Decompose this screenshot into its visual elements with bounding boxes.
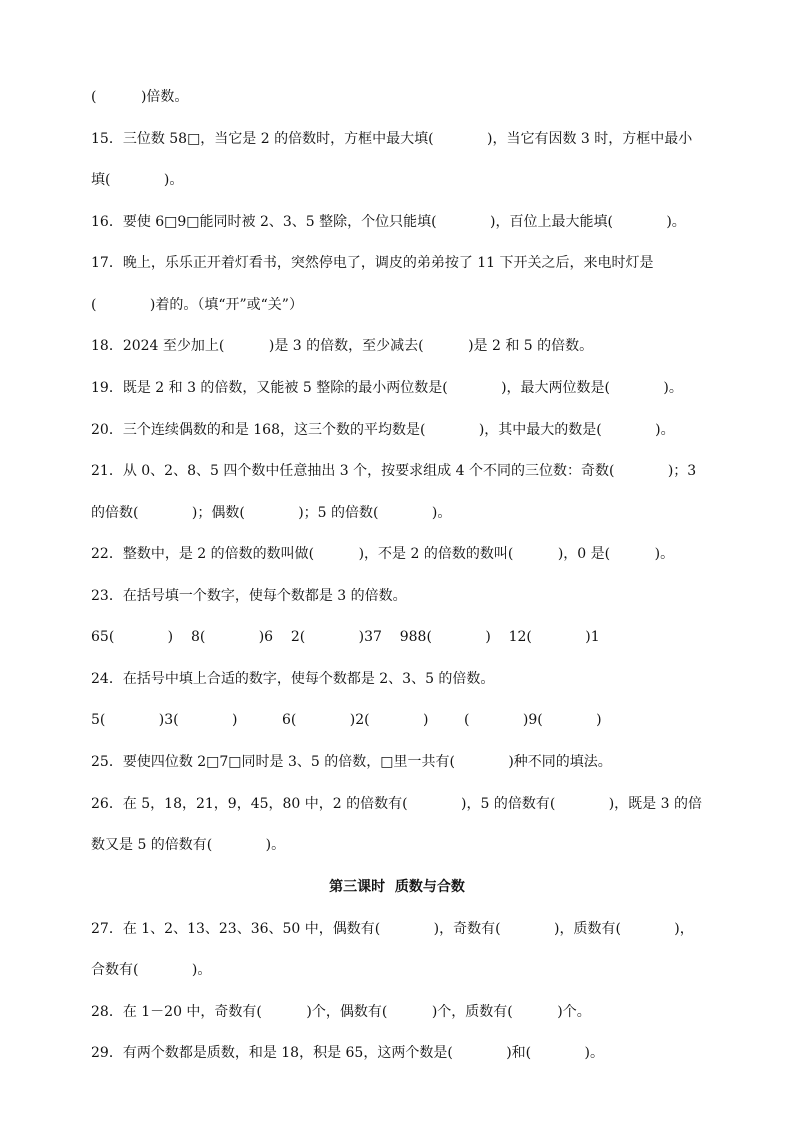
question-24: 24．在括号中填上合适的数字，使每个数都是 2、3、5 的倍数。 [91, 671, 495, 687]
question-28: 28．在 1－20 中，奇数有( )个，偶数有( )个，质数有( )个。 [91, 1004, 591, 1020]
question-18: 18．2024 至少加上( )是 3 的倍数，至少减去( )是 2 和 5 的倍数。 [91, 338, 594, 354]
question-27: 27．在 1、2、13、23、36、50 中，偶数有( )，奇数有( )，质数有( )， [91, 921, 694, 937]
section-heading: 第三课时 质数与合数 [329, 879, 465, 895]
question-22: 22．整数中，是 2 的倍数的数叫做( )，不是 2 的倍数的数叫( )，0 是( )。 [91, 546, 675, 562]
question-26-continuation: 数又是 5 的倍数有( )。 [91, 837, 286, 853]
question-24-answers: 5( )3( ) 6( )2( ) ( )9( ) [91, 712, 602, 728]
question-15-continuation: 填( )。 [91, 172, 184, 188]
question-14-continuation: ( )倍数。 [91, 89, 189, 105]
question-21: 21．从 0、2、8、5 四个数中任意抽出 3 个，按要求组成 4 个不同的三位数：奇数( )；3 [91, 463, 697, 479]
question-25: 25．要使四位数 2□7□同时是 3、5 的倍数，□里一共有( )种不同的填法。 [91, 754, 612, 770]
question-23-answers: 65( ) 8( )6 2( )37 988( ) 12( )1 [91, 629, 600, 645]
question-21-continuation: 的倍数( )；偶数( )；5 的倍数( )。 [91, 505, 452, 521]
question-19: 19．既是 2 和 3 的倍数，又能被 5 整除的最小两位数是( )，最大两位数是( )。 [91, 380, 683, 396]
question-27-continuation: 合数有( )。 [91, 962, 212, 978]
question-17: 17．晚上，乐乐正开着灯看书，突然停电了，调皮的弟弟按了 11 下开关之后，来电时灯是 [91, 255, 654, 271]
question-23: 23．在括号填一个数字，使每个数都是 3 的倍数。 [91, 588, 407, 604]
question-20: 20．三个连续偶数的和是 168，这三个数的平均数是( )，其中最大的数是( )。 [91, 422, 675, 438]
question-29: 29．有两个数都是质数，和是 18，积是 65，这两个数是( )和( )。 [91, 1045, 604, 1061]
question-17-continuation: ( )着的。（填“开”或“关”） [91, 297, 303, 313]
question-15: 15．三位数 58□，当它是 2 的倍数时，方框中最大填( )，当它有因数 3 时，方框中最小 [91, 131, 693, 147]
question-26: 26．在 5，18，21，9，45，80 中，2 的倍数有( )，5 的倍数有( )，既是 3 的倍 [91, 796, 702, 812]
question-16: 16．要使 6□9□能同时被 2、3、5 整除，个位只能填( )，百位上最大能填( )。 [91, 214, 686, 230]
